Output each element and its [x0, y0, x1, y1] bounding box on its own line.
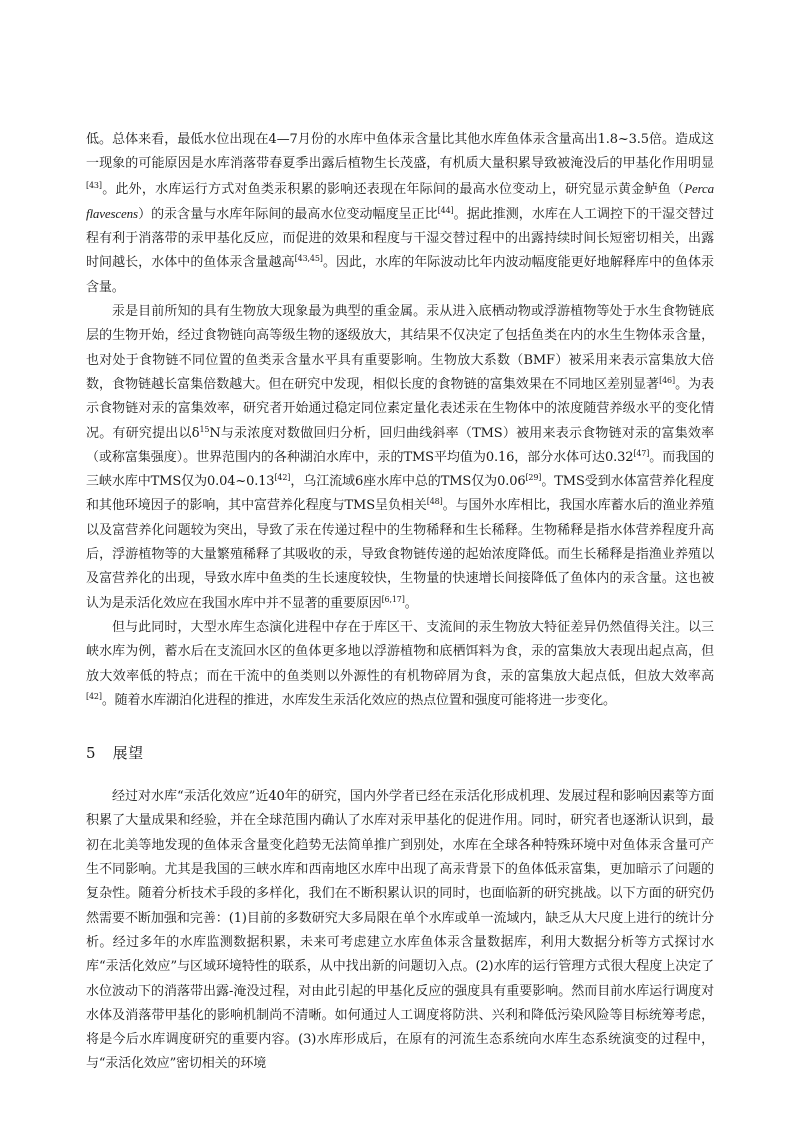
- document-page: [86, 128, 714, 1077]
- text-run: 。此外，水库运行方式对鱼类汞积累的影响还表现在年际间的最高水位变动上，研究显示黄金鲈鱼（: [101, 181, 685, 197]
- citation-ref: [6,17]: [381, 594, 405, 604]
- section-number: 5: [86, 744, 97, 763]
- citation-ref: 15: [199, 424, 210, 434]
- text-run: 但与此同时，大型水库生态演化进程中存在于库区干、支流间的汞生物放大特征差异仍然值得关注。以三峡水库为例，蓄水后在支流回水区的鱼体更多地以浮游植物和底栖饵料为食，汞的富集放大表现出起点高，但放大效率低的特点；而在干流中的鱼类则以外源性的有机物碎屑为食，汞的富集放大起点低，但放大效率高: [86, 619, 714, 684]
- text-run: 。TMS受到水体富营养化程度和其他环境因子的影响，其中富营养化程度与TMS呈负相关: [86, 474, 714, 514]
- text-run: 低。总体来看，最低水位出现在4—7月份的水库中鱼体汞含量比其他水库鱼体汞含量高出1.8~3.5倍。造成这一现象的可能原因是水库消落带春夏季出露后植物生长茂盛，有机质大量积累导致被淹没后的甲基化作用明显: [86, 132, 714, 172]
- text-run: 。据此推测，水库在人工调控下的干湿交替过程有利于消落带的汞甲基化反应，而促进的效果和程度与干湿交替过程中的出露持续时间长短密切相关，出露时间越长，水体中的鱼体汞含量越高: [86, 206, 714, 271]
- text-run: 汞是目前所知的具有生物放大现象最为典型的重金属。汞从进入底栖动物或浮游植物等处于水生食物链底层的生物开始，经过食物链向高等级生物的逐级放大，其结果不仅决定了包括鱼类在内的水生生物体汞含量，也对处于食物链不同位置的鱼类汞含量水平具有重要影响。生物放大系数（BMF）被采用来表示富集放大倍数，食物链越长富集倍数越大。但在研究中发现，相似长度的食物链的富集效果在不同地区差别显著: [86, 304, 714, 392]
- citation-ref: [43]: [86, 180, 102, 190]
- text-run: 。而我国的三峡水库中TMS仅为0.04~0.13: [86, 449, 714, 490]
- citation-ref: [42]: [86, 691, 102, 701]
- citation-ref: [48]: [426, 497, 443, 507]
- text-run: 经过对水库“汞活化效应”近40年的研究，国内外学者已经在汞活化形成机理、发展过程和影响因素等方面积累了大量成果和经验，并在全球范围内确认了水库对汞甲基化的促进作用。同时，研究者也逐渐认识到，最初在北美等地发现的鱼体汞含量变化趋势无法简单推广到别处，水库在全球各种特殊环境中对鱼体汞含量可产生不同影响。尤其是我国的三峡水库和西南地区水库中出现了高汞背景下的鱼体低汞富集，更加暗示了问题的复杂性。随着分析技术手段的多样化，我们在不断积累认识的同时，也面临新的研究挑战。以下方面的研究仍然需要不断加强和完善：(1)目前的多数研究大多局限在单个水库或单一流域内，缺乏从大尺度上进行的统计分析。经过多年的水库监测数据积累，未来可考虑建立水库鱼体汞含量数据库，利用大数据分析等方式探讨水库“汞活化效应”与区域环境特性的联系，从中找出新的问题切入点。(2)水库的运行管理方式很大程度上决定了水位波动下的消落带出露-淹没过程，对由此引起的甲基化反应的强度具有重要影响。然而目前水库运行调度对水体及消落带甲基化的影响机制尚不清晰。如何通过人工调度将防洪、兴利和降低污染风险等目标统筹考虑，将是今后水库调度研究的重要内容。(3)水库形成后，在原有的河流生态系统向水库生态系统演变的过程中，与“汞活化效应”密切相关的环境: [86, 789, 714, 1072]
- paragraph-1: [86, 128, 714, 300]
- section-heading: [86, 741, 714, 765]
- citation-ref: [44]: [437, 205, 454, 215]
- body-text: [86, 128, 714, 713]
- paragraph-outlook: [86, 785, 714, 1077]
- text-run: ，乌江流域6座水库中总的TMS仅为0.06: [290, 474, 526, 490]
- citation-ref: [47]: [633, 448, 650, 458]
- paragraph-3: [86, 616, 714, 713]
- text-run: ）的汞含量与水库年际间的最高水位变动幅度呈正比: [137, 206, 438, 222]
- paragraph-2: [86, 300, 714, 616]
- text-run: 。因此，水库的年际波动比年内波动幅度能更好地解释库中的鱼体汞含量。: [86, 255, 714, 295]
- species-name: Perca flavescens: [86, 180, 714, 221]
- text-run: 。: [404, 595, 418, 611]
- text-run: 。与国外水库相比，我国水库蓄水后的渔业养殖以及富营养化问题较为突出，导致了汞在传递过程中的生物稀释和生长稀释。生物稀释是指水体营养程度升高后，浮游植物等的大量繁殖稀释了其吸收的汞，导致食物链传递的起始浓度降低。而生长稀释是指渔业养殖以及富营养化的出现，导致水库中鱼类的生长速度较快，生物量的快速增长间接降低了鱼体内的汞含量。这也被认为是汞活化效应在我国水库中并不显著的重要原因: [86, 498, 714, 611]
- section-title: 展望: [112, 744, 144, 763]
- citation-ref: [29]: [525, 473, 542, 483]
- text-run: 。随着水库湖泊化进程的推进，水库发生汞活化效应的热点位置和强度可能将进一步变化。: [101, 692, 616, 708]
- citation-ref: [43,45]: [294, 254, 323, 264]
- closing-text: [86, 785, 714, 1077]
- citation-ref: [42]: [274, 473, 291, 483]
- text-run: N与汞浓度对数做回归分析，回归曲线斜率（TMS）被用来表示食物链对汞的富集效率（或称富集强度）。世界范围内的各种湖泊水库中，汞的TMS平均值为0.16，部分水体可达0.32: [86, 425, 714, 465]
- citation-ref: [46]: [659, 375, 675, 385]
- text-run: 。为表示食物链对汞的富集效率，研究者开始通过稳定同位素定量化表述汞在生物体中的浓度随营养级水平的变化情况。有研究提出以δ: [86, 376, 714, 441]
